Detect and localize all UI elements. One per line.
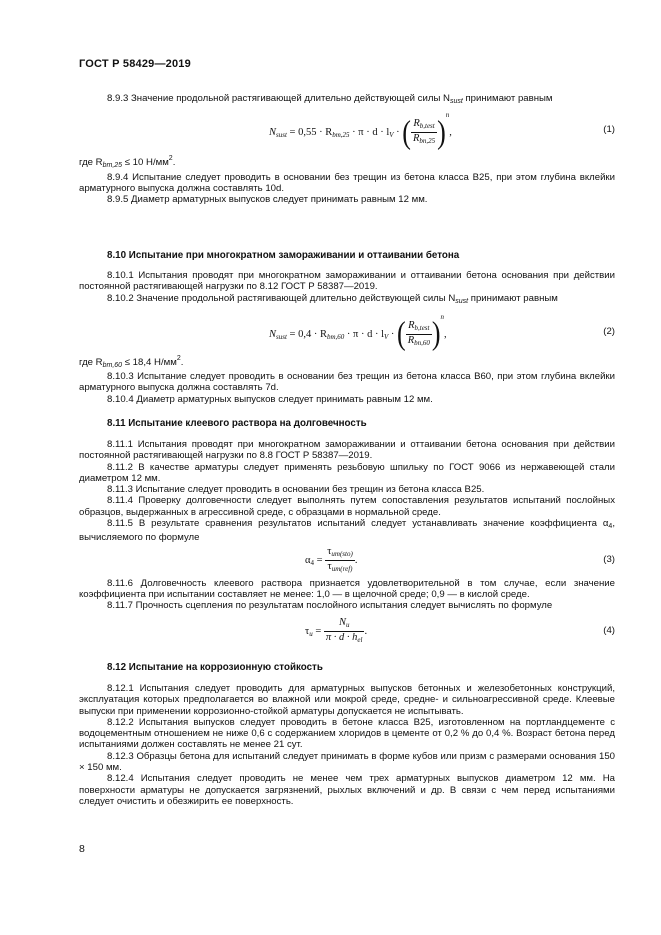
para-8-12-1: 8.12.1 Испытания следует проводить для арматурных выпусков бетонных и железобетонных конструкций, эксплуатация которых предполагается во влажной или мокрой среде, средне- и сильноагрессивной среде. Клеевые выпуски при применении коррозионно-стойкой арматуры допускается не испытывать. (79, 683, 615, 717)
formula-4-number: (4) (603, 624, 615, 636)
page-number: 8 (79, 843, 85, 855)
para-8-9-3: 8.9.3 Значение продольной растягивающей длительно действующей силы $N_{sust}$ принимают равным (107, 93, 553, 105)
para-8-12-2: 8.12.2 Испытания выпусков следует проводить в бетоне класса В25, изготовленном на портландцементе с водоцементным отношением не ниже 0,6 с содержанием хлоридов в цементе от 0,2 % до 0,4 %. Возраст бетона перед испытаниями должен составлять не менее 21 сут. (79, 716, 615, 751)
para-8-11-3: 8.11.3 Испытание следует проводить в основании без трещин из бетона класса В25. (107, 484, 485, 496)
para-8-11-1: 8.11.1 Испытания проводят при многократном замораживании и оттаивании бетона основания при действии постоянной растягивающей нагрузки по 8.8 ГОСТ Р 58387—2019. (79, 439, 615, 462)
para-8-11-5: 8.11.5 В результате сравнения результатов испытаний следует устанавливать значение коэффициента $\alpha_4$, вычисляемого по формуле (79, 518, 615, 544)
para-8-9-4: 8.9.4 Испытание следует проводить в основании без трещин из бетона класса В25, при этом глубина вклейки арматурного выпуска должна составлять 10d. (79, 171, 615, 194)
formula-2: $N_{sust} = 0,4 \cdot R_{bm,60} \cdot \pi \cdot d \cdot l_V$ · ( $\frac{R_{b,test}}{R_{bn,60}}$ )$^n$, (2) (269, 312, 615, 352)
formula-3: $\alpha_4$ = $\frac{\tau_{um(sto)}}{\tau_{um(ref)}}$ . (3) (305, 545, 615, 573)
para-8-11-4: 8.11.4 Проверку долговечности следует выполнять путем сопоставления результатов испытаний послойных образцов, выдержанных в агрессивной среде, с образцами в нормальной среде. (79, 495, 615, 518)
formula-4: $\tau_u$ = $\frac{N_u}{\pi \cdot d \cdot h_{el}}$ . (4) (305, 616, 615, 644)
where-1: где $R_{bm,25} \le 10$ $Н/мм^2$. (79, 155, 176, 170)
where-2: где $R_{bm,60} \le 18,4$ $Н/мм^2$. (79, 354, 184, 369)
section-8-11 (79, 418, 615, 650)
heading-8-11: 8.11 Испытание клеевого раствора на долговечность (107, 418, 367, 429)
formula-2-number: (2) (603, 325, 615, 337)
section-8-9 (79, 93, 615, 205)
page-header: ГОСТ Р 58429—2019 (79, 58, 191, 70)
para-8-10-2: 8.10.2 Значение продольной растягивающей длительно действующей силы $N_{sust}$ принимают равным (107, 292, 558, 305)
para-8-10-1: 8.10.1 Испытания проводят при многократном замораживании и оттаивании бетона основания при действии постоянной растягивающей нагрузки по 8.12 ГОСТ Р 58387—2019. (79, 270, 615, 293)
heading-8-12: 8.12 Испытание на коррозионную стойкость (107, 662, 323, 673)
formula-3-number: (3) (603, 553, 615, 565)
formula-1-number: (1) (603, 124, 615, 136)
section-8-12 (79, 662, 615, 807)
section-8-10 (79, 250, 615, 405)
heading-8-10: 8.10 Испытание при многократном замораживании и оттаивании бетона (107, 250, 460, 261)
para-8-11-6: 8.11.6 Долговечность клеевого раствора признается удовлетворительной в том случае, если значение коэффициента при испытании составляет не менее: 1,0 — в щелочной среде; 0,9 — в кислой среде. (79, 577, 615, 600)
para-8-10-4: 8.10.4 Диаметр арматурных выпусков следует принимать равным 12 мм. (107, 393, 433, 405)
para-8-12-3: 8.12.3 Образцы бетона для испытаний следует принимать в форме кубов или призм с размерами основания 150 × 150 мм. (79, 750, 615, 774)
para-8-12-4: 8.12.4 Испытания следует проводить не менее чем трех арматурных выпусков диаметром 12 мм. На поверхности арматуры не допускается загрязнений, рыхлых включений и др. В связи с чем перед испытаниями следует очистить и обезжирить ее поверхность. (79, 773, 615, 807)
para-8-11-2: 8.11.2 В качестве арматуры следует применять резьбовую шпильку по ГОСТ 9066 из нержавеющей стали диаметром 12 мм. (79, 461, 615, 484)
para-8-9-5: 8.9.5 Диаметр арматурных выпусков следует принимать равным 12 мм. (107, 194, 428, 206)
para-8-10-3: 8.10.3 Испытание следует проводить в основании без трещин из бетона класса В60, при этом глубина вклейки арматурного выпуска должна составлять 7d. (79, 371, 615, 394)
para-8-11-7: 8.11.7 Прочность сцепления по результатам послойного испытания следует вычислять по формуле (107, 600, 553, 612)
formula-1: $N_{sust} = 0,55 \cdot R_{bm,25} \cdot \pi \cdot d \cdot l_V$ · ( $\frac{R_{b,test}}{R_{bn,25}}$ )$^n$, (1) (269, 111, 615, 151)
